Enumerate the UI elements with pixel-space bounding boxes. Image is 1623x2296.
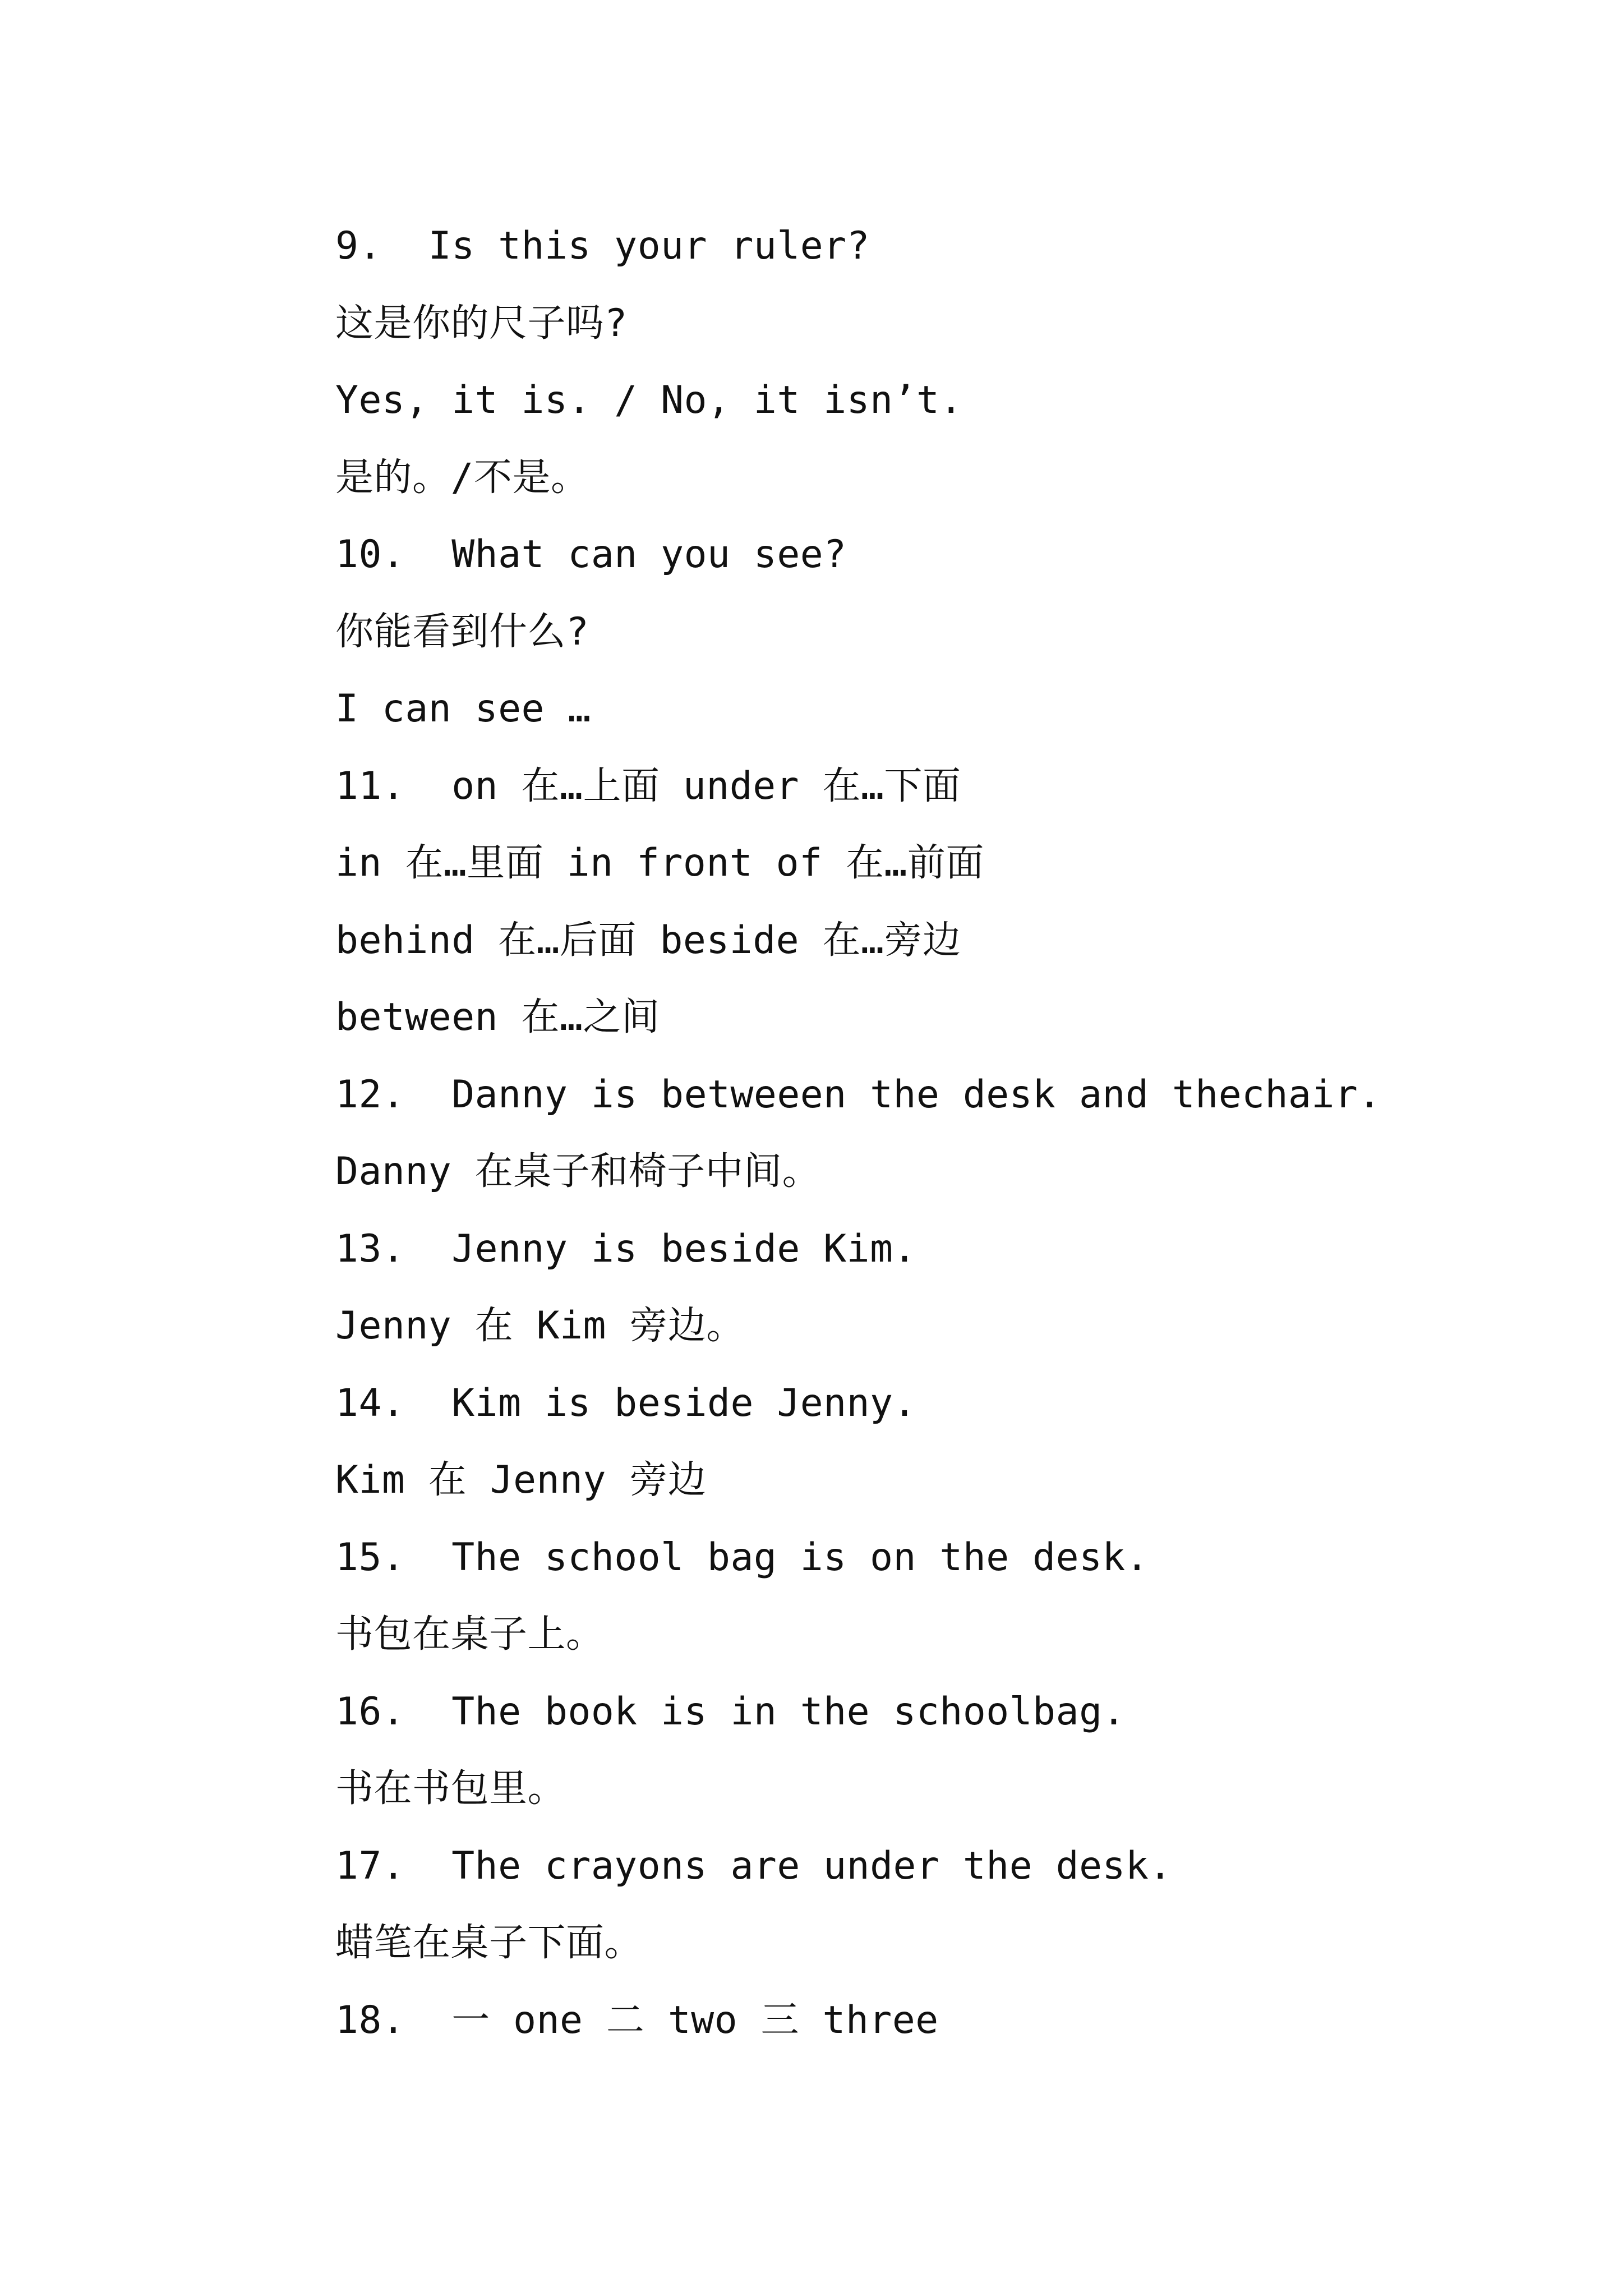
text-line: 蜡笔在桌子下面。 (335, 1921, 643, 1965)
text-line: 13. Jenny is beside Kim. (335, 1226, 916, 1271)
text-line: in 在…里面 in front of 在…前面 (335, 841, 984, 885)
text-line: 10. What can you see? (335, 532, 847, 577)
text-line: 是的。/不是。 (335, 455, 589, 500)
text-line: 18. 一 one 二 two 三 three (335, 1998, 939, 2042)
text-line: 书在书包里。 (335, 1766, 566, 1811)
text-line: Yes, it is. / No, it isn’t. (335, 378, 963, 422)
text-line: I can see … (335, 687, 591, 731)
document-body (335, 208, 1513, 2059)
text-line: 15. The school bag is on the desk. (335, 1535, 1149, 1580)
text-line: 书包在桌子上。 (335, 1612, 605, 1657)
text-line: 这是你的尺子吗? (335, 301, 628, 346)
text-line: 12. Danny is betweeen the desk and thechair. (335, 1072, 1381, 1117)
text-line: 17. The crayons are under the desk. (335, 1843, 1172, 1888)
text-line: Danny 在桌子和椅子中间。 (335, 1149, 821, 1194)
text-line: 11. on 在…上面 under 在…下面 (335, 763, 961, 808)
text-line: Kim 在 Jenny 旁边 (335, 1458, 707, 1502)
text-line: 14. Kim is beside Jenny. (335, 1381, 916, 1425)
text-line: Jenny 在 Kim 旁边。 (335, 1304, 745, 1348)
text-line: 9. Is this your ruler? (335, 224, 870, 268)
text-line: behind 在…后面 beside 在…旁边 (335, 918, 961, 963)
text-line: between 在…之间 (335, 995, 660, 1039)
text-line: 你能看到什么? (335, 609, 589, 654)
text-line: 16. The book is in the schoolbag. (335, 1689, 1126, 1734)
